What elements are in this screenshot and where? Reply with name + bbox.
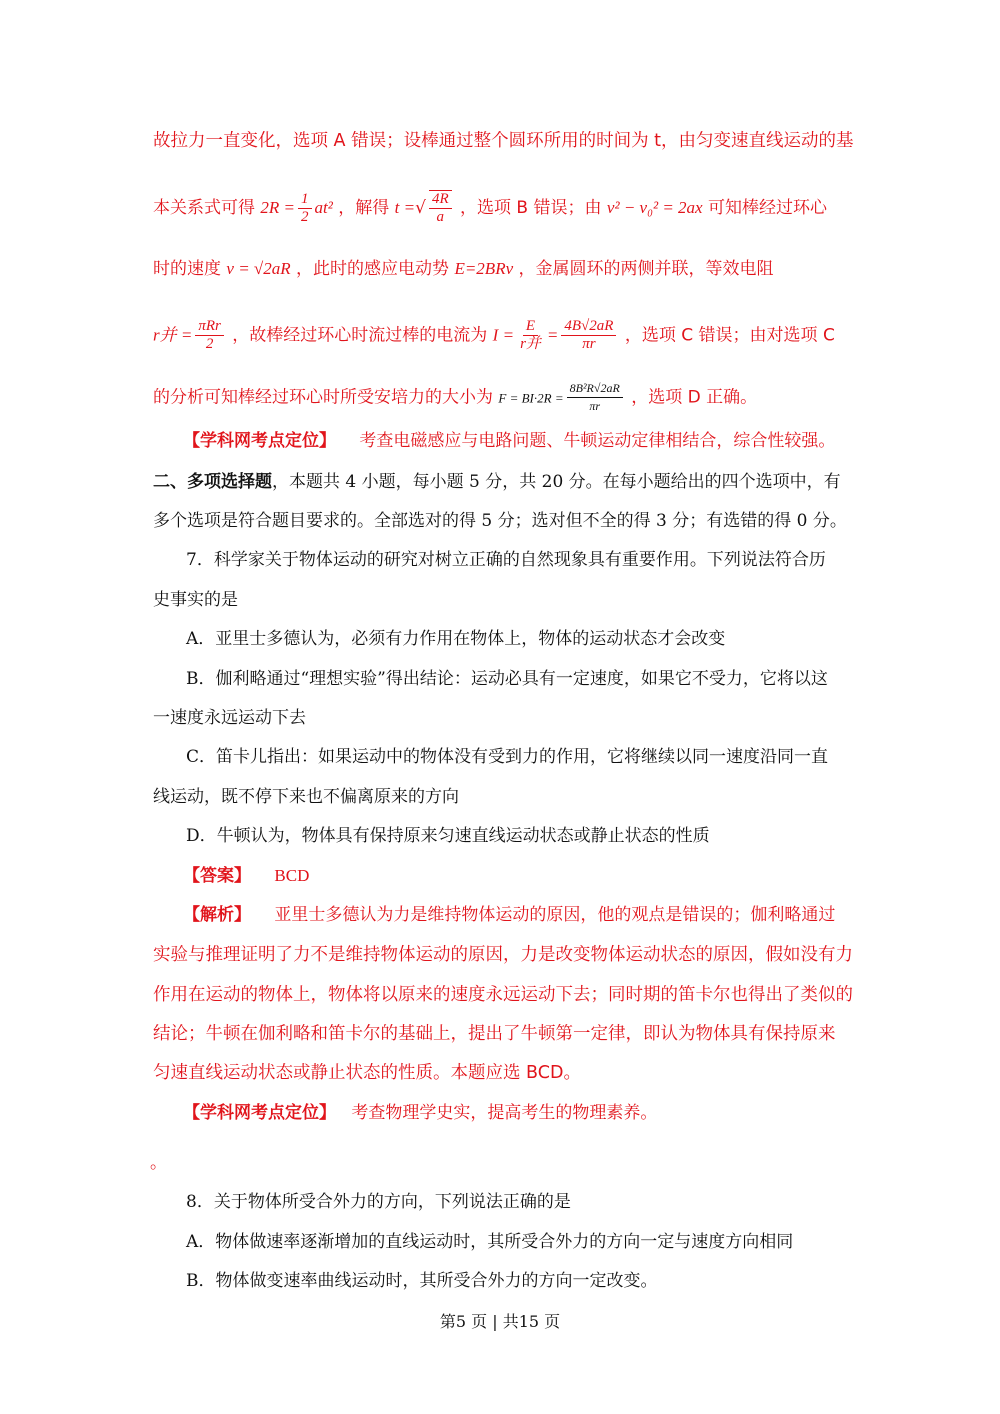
answer: BCD	[274, 866, 310, 885]
heading: 二、多项选择题	[153, 472, 272, 492]
formula: at²	[314, 198, 333, 217]
formula: v² − v₀² = 2ax	[606, 198, 703, 217]
fraction	[561, 318, 616, 353]
numerator: 8B²R√2aR	[567, 380, 623, 398]
fraction	[517, 318, 544, 353]
text: A．亚里士多德认为，必须有力作用在物体上，物体的运动状态才会改变	[186, 629, 726, 649]
knowledge-point-1	[183, 430, 835, 452]
q8-option-a	[186, 1231, 793, 1253]
text: 的分析可知棒经过环心时所受安培力的大小为	[153, 387, 493, 408]
fraction	[567, 380, 623, 415]
text: 8．关于物体所受合外力的方向，下列说法正确的是	[186, 1192, 571, 1212]
numerator: πRr	[195, 318, 224, 336]
denominator: πr	[589, 399, 601, 413]
text: 时的速度	[153, 259, 221, 279]
analysis-line-2	[153, 944, 853, 966]
numerator: E	[523, 318, 538, 336]
denominator: r并	[520, 336, 541, 352]
denominator: πr	[582, 336, 596, 352]
analysis-line-3	[153, 984, 853, 1006]
page-footer: 第5 页 | 共15 页	[439, 1312, 561, 1331]
text: ，解得	[338, 198, 390, 218]
analysis-line-4	[153, 1023, 836, 1045]
answer-line	[183, 865, 309, 887]
text: 可知棒经过环心	[708, 198, 828, 218]
text: 作用在运动的物体上，物体将以原来的速度永远运动下去；同时期的笛卡尔也得出了类似的	[153, 985, 853, 1005]
formula: v = √2aR	[226, 259, 291, 278]
q8-option-b	[186, 1270, 658, 1292]
explain-line-5	[153, 380, 757, 415]
text: D．牛顿认为，物体具有保持原来匀速直线运动状态或静止状态的性质	[186, 826, 710, 846]
tag: 【解析】	[183, 905, 251, 925]
fraction	[298, 191, 312, 226]
question-7	[186, 549, 826, 571]
text: 结论；牛顿在伽利略和笛卡尔的基础上，提出了牛顿第一定律，即认为物体具有保持原来	[153, 1024, 836, 1044]
text: C．笛卡儿指出：如果运动中的物体没有受到力的作用，它将继续以同一速度沿同一直	[186, 747, 829, 767]
numerator: 1	[298, 191, 312, 209]
text: 考查电磁感应与电路问题、牛顿运动定律相结合，综合性较强。	[359, 431, 836, 451]
text: 本关系式可得	[153, 198, 255, 218]
text: ，本题共 4 小题，每小题 5 分，共 20 分。在每小题给出的四个选项中，有	[272, 472, 841, 492]
text: 7．科学家关于物体运动的研究对树立正确的自然现象具有重要作用。下列说法符合历	[186, 550, 826, 570]
explain-line-2: 本关系式可得 2R = $\frac{1}{2}$ at² ，解得 t =√ $\frac{4R}{a}$ ，选项 B 错误；由 v² − v₀² = 2ax 可知棒经过环心	[153, 190, 828, 225]
text: ，选项 D 正确。	[631, 387, 758, 408]
denominator: 2	[301, 208, 309, 225]
option-a	[186, 628, 725, 650]
text: ，选项 C 错误；由对选项 C	[624, 325, 835, 346]
analysis-line-1	[183, 904, 835, 926]
tag: 【答案】	[183, 866, 251, 886]
option-c	[186, 746, 828, 768]
section-instructions	[153, 510, 847, 532]
denominator: 2	[205, 336, 214, 352]
text: 故拉力一直变化，选项 A 错误；设棒通过整个圆环所用的时间为 t，由匀变速直线运动的基	[153, 131, 854, 151]
explain-line-1	[153, 130, 854, 152]
numerator: 4B√2aR	[561, 318, 616, 336]
text: 亚里士多德认为力是维持物体运动的原因，他的观点是错误的；伽利略通过	[274, 905, 836, 925]
denominator: a	[436, 209, 445, 225]
formula: t =	[394, 198, 416, 217]
text: 史事实的是	[153, 590, 238, 610]
option-d	[186, 825, 710, 847]
explain-line-3	[153, 258, 774, 280]
formula: I =	[492, 325, 515, 345]
fraction	[195, 318, 224, 353]
option-b-cont	[153, 707, 306, 729]
text: 匀速直线运动状态或静止状态的性质。本题应选 BCD。	[153, 1063, 581, 1083]
stray-period	[150, 1152, 167, 1174]
text: 实验与推理证明了力不是维持物体运动的原因，力是改变物体运动状态的原因，假如没有力	[153, 945, 853, 965]
formula: E=2BRv	[454, 259, 514, 278]
formula: F = BI·2R =	[498, 390, 564, 406]
text: B．物体做变速率曲线运动时，其所受合外力的方向一定改变。	[186, 1271, 658, 1291]
tag: 【学科网考点定位】	[183, 431, 336, 451]
explain-line-4: r并 = $\frac{\text{πRr}}{2}$ ，故棒经过环心时流过棒的电流为 I = $\frac{E}{\text{r并}}$ = $\frac{4B√2aR}{\pi r}$ ，选项 C 错误；由对选项 C	[153, 318, 835, 352]
section-heading	[153, 471, 841, 493]
text: ，故棒经过环心时流过棒的电流为	[232, 325, 488, 346]
option-b	[186, 668, 828, 690]
tag: 【学科网考点定位】	[183, 1103, 336, 1123]
text: ，选项 B 错误；由	[460, 198, 602, 218]
formula: 2R =	[260, 198, 296, 217]
text: B．伽利略通过“理想实验”得出结论：运动必具有一定速度，如果它不受力，它将以这	[186, 669, 828, 689]
text: 线运动，既不停下来也不偏离原来的方向	[153, 787, 459, 807]
text: 多个选项是符合题目要求的。全部选对的得 5 分；选对但不全的得 3 分；有选错的得 0 分。	[153, 511, 847, 531]
formula: r并 =	[153, 325, 193, 345]
text: ，此时的感应电动势	[296, 259, 450, 279]
text: 一速度永远运动下去	[153, 708, 306, 728]
analysis-line-5	[153, 1062, 581, 1084]
text: A．物体做速率逐渐增加的直线运动时，其所受合外力的方向一定与速度方向相同	[186, 1232, 794, 1252]
text: 。	[150, 1153, 167, 1173]
question-8	[186, 1191, 571, 1213]
numerator: 4R	[429, 191, 452, 209]
fraction	[429, 190, 452, 226]
text: ，金属圆环的两侧并联，等效电阻	[518, 259, 774, 279]
option-c-cont	[153, 786, 459, 808]
knowledge-point-2	[183, 1102, 657, 1124]
question-7-cont	[153, 589, 238, 611]
text: 考查物理学史实，提高考生的物理素养。	[351, 1103, 658, 1123]
